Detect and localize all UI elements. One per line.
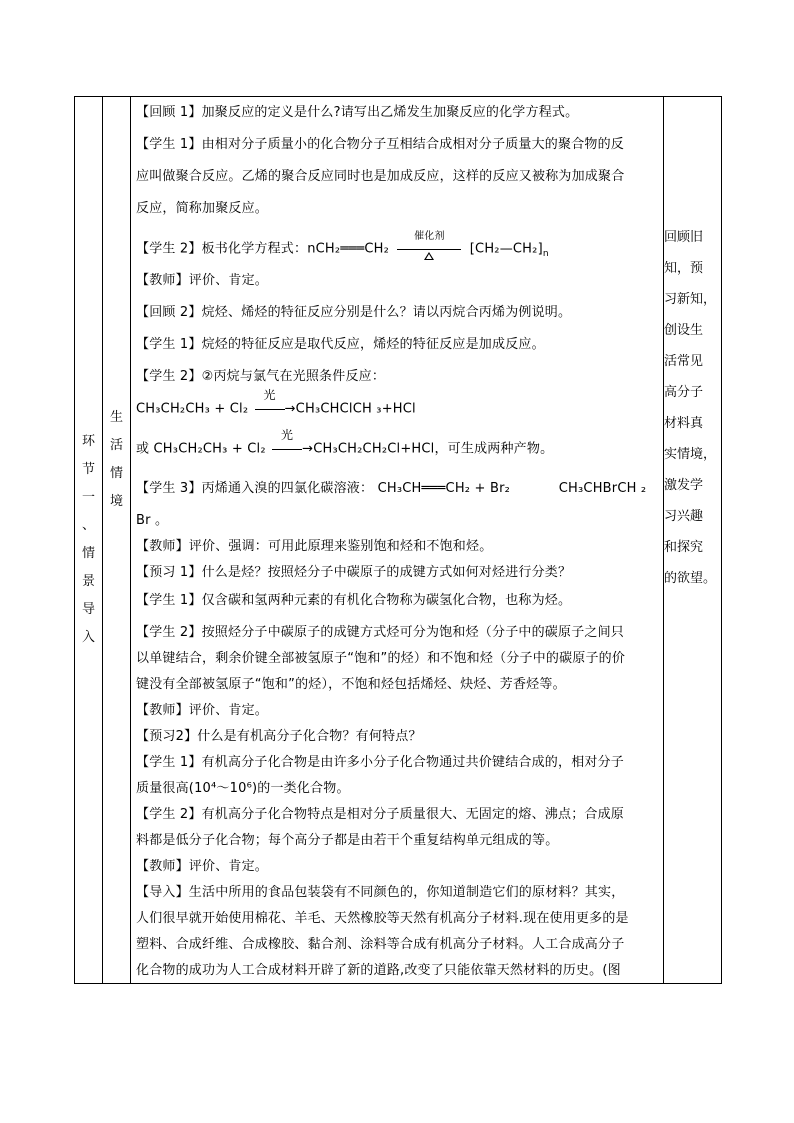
- equation-prefix: 【学生 3】丙烯通入溴的四氯化碳溶液：: [136, 481, 374, 496]
- text-line: 化合物的成功为人工合成材料开辟了新的道路,改变了只能依靠天然材料的历史。(图: [136, 963, 621, 978]
- equation-substitution-1: [136, 388, 660, 422]
- text-line: 【预习 1】什么是烃？按照烃分子中碳原子的成键方式如何对烃进行分类？: [136, 565, 572, 580]
- equation-addition: [136, 476, 660, 502]
- stage-char: 导: [81, 602, 95, 617]
- reaction-condition: 催化剂: [414, 231, 445, 242]
- equation-reactant: 或 CH₃CH₂CH₃ + Cl₂: [136, 441, 266, 457]
- reaction-condition: 光: [263, 388, 276, 402]
- stage-char: 一: [81, 490, 95, 505]
- intent-line: 活常见: [664, 354, 704, 369]
- lesson-content: [136, 100, 660, 984]
- intent-line: 实情境，: [664, 447, 717, 462]
- intent-line: 的欲望。: [664, 571, 717, 586]
- text-line: 【教师】评价、肯定。: [136, 703, 269, 718]
- equation-product: CH₃CHBrCH ₂: [558, 481, 647, 496]
- stage-char: 景: [81, 574, 95, 589]
- stage-char: 情: [81, 546, 95, 561]
- text-line: 【教师】评价、强调：可用此原理来鉴别饱和烃和不饱和烃。: [136, 539, 493, 554]
- reaction-condition: 光: [281, 428, 294, 442]
- reaction-arrow: [255, 388, 285, 422]
- intent-line: 创设生: [664, 323, 704, 338]
- text-line: 【学生 2】②丙烷与氯气在光照条件反应：: [136, 369, 386, 384]
- text-line: 【学生 1】有机高分子化合物是由许多小分子化合物通过共价键结合成的，相对分子: [136, 755, 625, 770]
- stage-char: 节: [81, 462, 95, 477]
- stage-char: 环: [81, 434, 95, 449]
- text-line: 【教师】评价、肯定。: [136, 273, 269, 288]
- equation-reactant: nCH₂═══CH₂: [307, 241, 390, 257]
- text-line: 反应，简称加聚反应。: [136, 201, 269, 216]
- polymer-degree: n: [542, 249, 549, 260]
- text-line: 料都是低分子化合物；每个高分子都是由若干个重复结构单元组成的等。: [136, 833, 559, 848]
- scenario-char: 活: [109, 438, 123, 453]
- scenario-char: 情: [109, 466, 123, 481]
- text-line: 【教师】评价、肯定。: [136, 859, 269, 874]
- text-line: Br 。: [136, 513, 169, 528]
- intent-line: 回顾旧: [664, 230, 704, 245]
- stage-char: 、: [81, 518, 95, 533]
- intent-line: 和探究: [664, 540, 704, 555]
- equation-reactant: CH₃CH₂CH₃ + Cl₂: [136, 401, 249, 417]
- intent-line: 激发学: [664, 478, 704, 493]
- text-line: 人们很早就开始使用棉花、羊毛、天然橡胶等天然有机高分子材料.现在使用更多的是: [136, 911, 629, 926]
- intent-line: 知，预: [664, 261, 704, 276]
- text-line: 【回顾 1】加聚反应的定义是什么?请写出乙烯发生加聚反应的化学方程式。: [136, 105, 579, 120]
- text-line: 应叫做聚合反应。乙烯的聚合反应同时也是加成反应，这样的反应又被称为加成聚合: [136, 169, 625, 184]
- intent-line: 高分子: [664, 385, 704, 400]
- text-line: 【预习2】什么是有机高分子化合物？有何特点？: [136, 729, 422, 744]
- reaction-arrow: [272, 428, 302, 462]
- equation-substitution-2: [136, 428, 660, 462]
- heat-triangle-icon: [424, 252, 434, 260]
- text-line: 【学生 1】由相对分子质量小的化合物分子互相结合成相对分子质量大的聚合物的反: [136, 137, 625, 152]
- equation-product: [CH₂—CH₂]: [469, 241, 543, 257]
- intent-line: 习新知，: [664, 292, 717, 307]
- text-line: 【学生 1】仅含碳和氢两种元素的有机化合物称为碳氢化合物，也称为烃。: [136, 593, 572, 608]
- text-line: 【导入】生活中所用的食品包装袋有不同颜色的，你知道制造它们的原材料？其实，: [136, 885, 625, 900]
- reaction-arrow: [397, 231, 461, 262]
- scenario-char: 境: [109, 494, 123, 509]
- stage-label: [75, 97, 102, 983]
- text-line: 塑料、合成纤维、合成橡胶、黏合剂、涂料等合成有机高分子材料。人工合成高分子: [136, 937, 625, 952]
- scenario-char: 生: [109, 410, 123, 425]
- equation-polymerization: [136, 231, 660, 262]
- equation-prefix: 【学生 2】板书化学方程式：: [136, 241, 308, 257]
- text-line: 键没有全部被氢原子“饱和”的烃），不饱和烃包括烯烃、炔烃、芳香烃等。: [136, 677, 566, 692]
- text-line: 【回顾 2】烷烃、烯烃的特征反应分别是什么？请以丙烷合丙烯为例说明。: [136, 305, 572, 320]
- text-line: 质量很高(10⁴～10⁶)的一类化合物。: [136, 781, 350, 796]
- stage-char: 入: [81, 630, 95, 645]
- text-line: 以单键结合，剩余价键全部被氢原子“饱和”的烃）和不饱和烃（分子中的碳原子的价: [136, 651, 626, 666]
- intent-line: 材料真: [664, 416, 704, 431]
- equation-product: →CH₃CH₂CH₂Cl+HCl，可生成两种产物。: [302, 441, 554, 457]
- equation-product: →CH₃CHClCH ₃+HCl: [284, 401, 416, 417]
- intent-line: 习兴趣: [664, 509, 704, 524]
- design-intent-column: [664, 222, 720, 594]
- text-line: 【学生 2】有机高分子化合物特点是相对分子质量很大、无固定的熔、沸点；合成原: [136, 807, 625, 822]
- text-line: 【学生 2】按照烃分子中碳原子的成键方式烃可分为饱和烃（分子中的碳原子之间只: [136, 625, 625, 640]
- equation-reactant: CH₃CH═══CH₂ + Br₂: [377, 481, 511, 496]
- scenario-label: [103, 97, 130, 983]
- text-line: 【学生 1】烷烃的特征反应是取代反应，烯烃的特征反应是加成反应。: [136, 337, 545, 352]
- column-divider: [130, 97, 131, 983]
